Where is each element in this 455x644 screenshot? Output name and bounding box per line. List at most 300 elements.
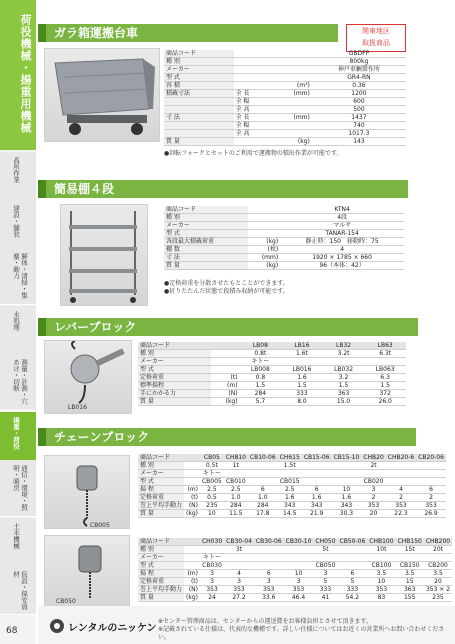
table-cell — [270, 58, 312, 66]
table-cell: 20t — [424, 546, 452, 554]
table-cell: CB20-06 — [418, 454, 444, 461]
table-cell: 定格荷重 — [138, 374, 211, 382]
table-row — [138, 358, 406, 366]
footer — [38, 606, 455, 644]
table-cell — [234, 66, 271, 74]
table-cell: 27.2 — [224, 594, 254, 602]
table-row — [164, 246, 404, 254]
table-cell: 284 — [240, 390, 282, 398]
table-cell: 1.6 — [281, 374, 323, 382]
table-cell: 1.0 — [224, 494, 248, 502]
table-cell: LB16 — [281, 342, 323, 350]
table-cell: LB063 — [364, 366, 406, 374]
table-cell: 全 高 — [234, 130, 271, 138]
table-cell: 22.3 — [386, 510, 416, 518]
table-header-row — [138, 342, 406, 350]
table-cell: (N) — [184, 502, 200, 510]
table-cell: KTN4 — [280, 206, 404, 214]
section-title-shelf: 簡易棚４段 — [38, 180, 408, 198]
table-row — [164, 238, 404, 246]
table-row — [164, 130, 406, 138]
table-cell — [338, 554, 368, 562]
table-cell: 1017.3 — [312, 130, 406, 138]
table-cell: キトー — [240, 358, 282, 366]
table-cell — [338, 562, 368, 570]
table-cell — [361, 470, 385, 478]
table-cell: 30.3 — [332, 510, 362, 518]
table-cell: 質 量 — [138, 398, 211, 406]
table-cell: 3 — [224, 578, 254, 586]
sidebar-tab[interactable] — [0, 354, 36, 411]
table-row — [164, 214, 404, 222]
table-row — [164, 138, 406, 146]
table-cell: 全 幅 — [234, 98, 271, 106]
table-cell — [284, 554, 314, 562]
table-cell: (kg) — [186, 594, 198, 601]
table-cell: 1.0 — [248, 494, 278, 502]
table-cell: 静止時：150 移動時：75 — [280, 238, 404, 246]
chain-block-spec-table-1 — [138, 454, 446, 518]
table-cell: 型 式 — [138, 562, 184, 570]
table-cell: 3 — [313, 570, 337, 578]
table-cell: CHB200 — [425, 538, 451, 545]
sidebar-main-category[interactable] — [0, 0, 36, 150]
table-row — [138, 350, 406, 358]
table-cell: 各段最大積載荷重 — [164, 238, 248, 246]
table-row — [138, 478, 446, 486]
table-cell — [416, 470, 446, 478]
table-cell: 種 別 — [164, 58, 234, 66]
table-cell: 10 — [284, 570, 314, 578]
table-cell: CB10-06 — [249, 454, 276, 461]
table-cell — [248, 470, 278, 478]
table-cell: (m³) — [270, 82, 312, 90]
table-cell — [254, 562, 284, 570]
sidebar-tab-label: 解体・清掃・集塵・動力 — [12, 253, 28, 299]
table-cell — [364, 358, 406, 366]
table-cell: 3 — [254, 578, 284, 586]
sidebar-tab-label: 仮設・保安資材 — [12, 571, 28, 610]
table-cell: 10 — [367, 578, 395, 586]
sidebar-tab[interactable] — [0, 460, 36, 517]
table-row — [164, 90, 406, 98]
table-cell: 343 — [278, 502, 302, 510]
table-cell — [184, 554, 200, 562]
table-cell: 20 — [424, 578, 452, 586]
table-cell: 284 — [224, 502, 248, 510]
table-cell: 6.3t — [364, 350, 406, 358]
table-cell — [248, 214, 281, 222]
sidebar-tab[interactable] — [0, 152, 36, 201]
table-cell: CH030 — [201, 538, 223, 545]
table-cell: 1.5 — [364, 382, 406, 390]
table-cell: 33.6 — [254, 594, 284, 602]
table-cell: 全 長 — [234, 90, 271, 98]
table-cell — [270, 74, 312, 82]
table-cell: 種 別 — [138, 462, 184, 470]
table-cell: 質 量 — [164, 138, 234, 146]
table-cell: (m) — [211, 382, 240, 390]
table-cell: 4段 — [280, 214, 404, 222]
table-cell: GBDFP — [312, 50, 406, 58]
table-cell — [270, 122, 312, 130]
table-row — [164, 230, 404, 238]
table-cell — [164, 122, 234, 130]
table-cell — [164, 130, 234, 138]
table-cell: 質 量 — [138, 594, 184, 602]
table-row — [164, 254, 404, 262]
table-cell: 全 高 — [234, 106, 271, 114]
table-row — [164, 122, 406, 130]
table-cell: 型 式 — [164, 74, 234, 82]
table-cell: (t) — [184, 578, 200, 586]
table-cell — [396, 554, 424, 562]
table-cell: 6 — [302, 486, 332, 494]
table-cell: 5 — [313, 578, 337, 586]
table-row — [138, 366, 406, 374]
region-badge-line: 取扱商品 — [362, 39, 390, 47]
table-cell — [184, 470, 200, 478]
table-row — [164, 50, 406, 58]
table-cell: 20 — [361, 510, 385, 518]
table-cell — [248, 206, 281, 214]
sidebar-tab[interactable] — [0, 248, 36, 305]
table-cell: 2t — [361, 462, 385, 470]
table-cell: 333 — [281, 390, 323, 398]
table-cell — [200, 546, 224, 554]
sidebar-tab[interactable] — [0, 306, 36, 355]
table-header-row — [138, 538, 452, 546]
table-cell: 手にかかる力 — [138, 390, 211, 398]
table-cell — [164, 98, 234, 106]
table-row — [138, 486, 446, 494]
table-cell: 0.5 — [200, 494, 224, 502]
table-row — [138, 382, 406, 390]
table-cell: 353 — [416, 502, 446, 510]
table-cell: CB100 — [367, 562, 395, 570]
table-cell: 揚 程 — [138, 486, 184, 494]
table-cell: 6 — [254, 570, 284, 578]
table-cell: 2 — [386, 494, 416, 502]
table-cell: CB30-10 — [285, 538, 312, 545]
table-cell: 型 式 — [138, 478, 184, 486]
table-cell: 1200 — [312, 90, 406, 98]
table-cell: 14.5 — [278, 510, 302, 518]
table-cell: 2 — [416, 494, 446, 502]
table-cell: 2 — [361, 494, 385, 502]
table-cell: メーカー — [164, 222, 248, 230]
table-cell: 353 — [284, 586, 314, 594]
table-cell — [234, 138, 271, 146]
table-cell: 24 — [200, 594, 224, 602]
table-row — [164, 74, 406, 82]
table-cell: 5.7 — [240, 398, 282, 406]
table-row — [138, 494, 446, 502]
table-cell: 2.5 — [224, 486, 248, 494]
table-cell — [323, 358, 365, 366]
table-cell: 8.0 — [281, 398, 323, 406]
table-cell: 質 量 — [164, 262, 248, 270]
table-cell — [248, 230, 281, 238]
table-cell: 6 — [338, 570, 368, 578]
table-cell: キトー — [200, 554, 224, 562]
table-row — [164, 106, 406, 114]
table-cell: 型 式 — [138, 366, 211, 374]
table-cell: 1.6t — [281, 350, 323, 358]
table-cell — [224, 470, 248, 478]
table-cell: 定格荷重 — [138, 494, 184, 502]
table-cell: 3 — [284, 578, 314, 586]
table-cell: 83 — [367, 594, 395, 602]
glass-cart-image — [44, 48, 160, 142]
table-cell: (mm) — [270, 114, 312, 122]
table-cell: 353 — [361, 502, 385, 510]
table-cell: 372 — [364, 390, 406, 398]
shelf-spec-table — [164, 206, 404, 270]
table-row — [138, 594, 452, 602]
table-cell: 96（本体：42） — [280, 262, 404, 270]
sidebar-tab-label: 高所作業 — [12, 157, 20, 183]
table-cell: 155 — [396, 594, 424, 602]
table-cell: LB08 — [240, 342, 282, 350]
table-cell: 全 幅 — [234, 122, 271, 130]
table-cell — [332, 478, 362, 486]
table-cell: 種 別 — [164, 214, 248, 222]
table-cell — [211, 366, 240, 374]
table-cell: CB50-06 — [339, 538, 366, 545]
table-cell — [386, 478, 416, 486]
table-cell — [270, 106, 312, 114]
table-cell: 363 — [323, 390, 365, 398]
page-number: 68 — [6, 626, 18, 636]
table-row — [164, 98, 406, 106]
sidebar-tab-label: 通信・環境・照明・暖房 — [12, 465, 28, 511]
chain-block-spec-table-2 — [138, 538, 452, 602]
table-cell: 寸 法 — [164, 254, 248, 262]
table-cell — [224, 554, 254, 562]
table-cell — [184, 462, 200, 470]
table-cell — [234, 50, 271, 58]
table-cell: CB05 — [200, 454, 224, 462]
table-cell: 商品コード — [164, 50, 234, 58]
table-cell: CB050 — [313, 562, 337, 570]
table-cell — [270, 98, 312, 106]
table-cell: 353 × 2 — [424, 586, 452, 594]
logo-mark-icon — [50, 619, 64, 633]
table-cell: 商品コード — [138, 454, 200, 462]
table-cell: 棚 数 — [164, 246, 248, 254]
table-cell: LB63 — [364, 342, 406, 350]
sidebar-tab[interactable] — [0, 518, 36, 567]
table-cell: 定格荷重 — [138, 578, 184, 586]
table-cell — [254, 546, 284, 554]
table-cell — [184, 562, 200, 570]
table-cell: 235 — [200, 502, 224, 510]
table-cell: CB30-04 — [226, 538, 252, 545]
table-cell: 6 — [248, 486, 278, 494]
table-cell: 全 長 — [234, 114, 271, 122]
table-cell — [302, 462, 332, 470]
table-cell — [386, 470, 416, 478]
table-cell: 740 — [312, 122, 406, 130]
table-row — [138, 470, 446, 478]
table-cell: 1.5 — [323, 382, 365, 390]
chain-block-image-1-label: CB005 — [90, 522, 110, 529]
table-cell: 3.5 — [367, 570, 395, 578]
sidebar-tab-label: 揚重・荷役 — [12, 417, 20, 450]
table-cell: 0.8 — [240, 374, 282, 382]
table-cell: 46.4 — [284, 594, 314, 602]
table-cell: 3 — [200, 570, 224, 578]
table-cell: 巻上平均手動力 — [140, 502, 183, 509]
table-row — [138, 546, 452, 554]
table-row — [138, 462, 446, 470]
table-cell: (t) — [211, 374, 240, 382]
table-cell — [234, 82, 271, 90]
table-cell: 商品コード — [138, 342, 240, 350]
table-cell — [270, 130, 312, 138]
table-cell: 353 — [386, 502, 416, 510]
table-cell: 333 — [313, 586, 337, 594]
table-cell — [254, 554, 284, 562]
section-title-glass-cart: ガラ箱運搬台車 — [38, 24, 338, 42]
sidebar-tab-active[interactable] — [0, 412, 36, 461]
footer-notes — [158, 618, 448, 642]
table-cell: 235 — [424, 594, 452, 602]
table-cell: TANAR-154 — [280, 230, 404, 238]
table-cell — [184, 546, 200, 554]
table-cell — [224, 562, 254, 570]
table-cell: 寸 法 — [164, 114, 234, 122]
table-row — [138, 586, 452, 594]
table-cell — [248, 222, 281, 230]
table-cell: (m) — [184, 486, 200, 494]
table-cell: 333 — [338, 586, 368, 594]
table-cell — [270, 66, 312, 74]
table-cell: 26.0 — [364, 398, 406, 406]
table-cell: 4 — [280, 246, 404, 254]
table-row — [138, 570, 452, 578]
table-cell: (kg) — [186, 510, 198, 517]
table-cell: (N) — [184, 586, 200, 594]
table-cell: (kg) — [270, 138, 312, 146]
table-cell: LB32 — [323, 342, 365, 350]
table-cell: 巻上平均手動力 — [140, 586, 183, 593]
table-row — [138, 390, 406, 398]
table-cell: (N) — [211, 390, 240, 398]
table-cell — [338, 546, 368, 554]
table-cell: LB016 — [281, 366, 323, 374]
table-cell: CH050 — [315, 538, 336, 545]
table-row — [164, 82, 406, 90]
table-cell: CB150 — [396, 562, 424, 570]
table-cell: 26.9 — [416, 510, 446, 518]
table-cell: 353 — [224, 586, 254, 594]
table-cell: 10 — [200, 510, 224, 518]
table-cell — [234, 74, 271, 82]
chain-block-image-1 — [44, 455, 130, 529]
table-cell: CB020 — [361, 478, 385, 486]
table-cell — [416, 478, 446, 486]
table-cell: 284 — [248, 502, 278, 510]
table-cell: (m) — [184, 570, 200, 578]
table-cell: 1920 × 1785 × 660 — [280, 254, 404, 262]
table-cell: 353 — [200, 586, 224, 594]
table-cell: 17.8 — [248, 510, 278, 518]
shelf-note — [164, 280, 289, 296]
table-cell: (mm) — [248, 254, 281, 262]
region-badge — [346, 24, 406, 52]
table-cell: 10t — [367, 546, 395, 554]
sidebar-tab-label: 測量・計測・穴あけ・切断 — [12, 359, 28, 405]
table-row — [164, 66, 406, 74]
table-cell: (枚) — [248, 246, 281, 254]
table-cell: 800kg — [312, 58, 406, 66]
table-cell — [284, 546, 314, 554]
table-cell — [424, 554, 452, 562]
table-cell — [332, 470, 362, 478]
table-cell — [367, 554, 395, 562]
table-cell: 15.0 — [323, 398, 365, 406]
table-cell: 343 — [332, 502, 362, 510]
chain-block-image-2-label: CB050 — [56, 598, 76, 605]
sidebar-tab-label: 水処理 — [12, 311, 20, 331]
table-cell: 4 — [224, 570, 254, 578]
table-cell: 0.36 — [312, 82, 406, 90]
table-cell: 1.6 — [278, 494, 302, 502]
table-cell: CB015 — [278, 478, 302, 486]
table-cell: CHB100 — [369, 538, 394, 545]
table-row — [138, 502, 446, 510]
table-cell: 5t — [313, 546, 337, 554]
table-cell: 54.2 — [338, 594, 368, 602]
table-cell: CH615 — [279, 454, 300, 461]
table-cell: CB200 — [424, 562, 452, 570]
shelf-image — [60, 204, 148, 306]
table-cell: 神戸車輌製作所 — [312, 66, 406, 74]
table-cell: 質 量 — [138, 510, 184, 518]
table-cell: CB030 — [200, 562, 224, 570]
table-row — [164, 222, 404, 230]
sidebar-tab[interactable] — [0, 200, 36, 249]
shelf-note-line: ●定格荷重を分散させたもとことができます。 — [164, 280, 289, 287]
table-row — [138, 510, 446, 518]
table-cell: 標準揚程 — [138, 382, 211, 390]
table-cell: 揚 程 — [138, 570, 184, 578]
table-cell: 6.3 — [364, 374, 406, 382]
table-cell — [211, 358, 240, 366]
table-cell: 種 別 — [138, 546, 184, 554]
table-cell: 3.2 — [323, 374, 365, 382]
lever-block-image — [44, 340, 132, 414]
table-cell: メーカー — [138, 470, 184, 478]
table-row — [138, 374, 406, 382]
table-cell — [332, 462, 362, 470]
table-cell: 商品コード — [164, 206, 248, 214]
table-cell: CHB20 — [363, 454, 384, 461]
table-cell: 容 積 — [164, 82, 234, 90]
lever-block-image-label: LB016 — [68, 404, 87, 411]
table-row — [164, 114, 406, 122]
shelf-note-line: ●折りたたんだ状態で段積み収納が可能です。 — [164, 288, 289, 295]
table-row — [138, 398, 406, 406]
table-cell: CB010 — [224, 478, 248, 486]
table-row — [138, 562, 452, 570]
table-cell: 3.5 — [424, 570, 452, 578]
glass-cart-note: ●回転フォークとセットのご利用で運搬物の積出作業が可能です。 — [164, 150, 343, 157]
sidebar-tab[interactable] — [0, 566, 36, 615]
table-row — [164, 262, 404, 270]
